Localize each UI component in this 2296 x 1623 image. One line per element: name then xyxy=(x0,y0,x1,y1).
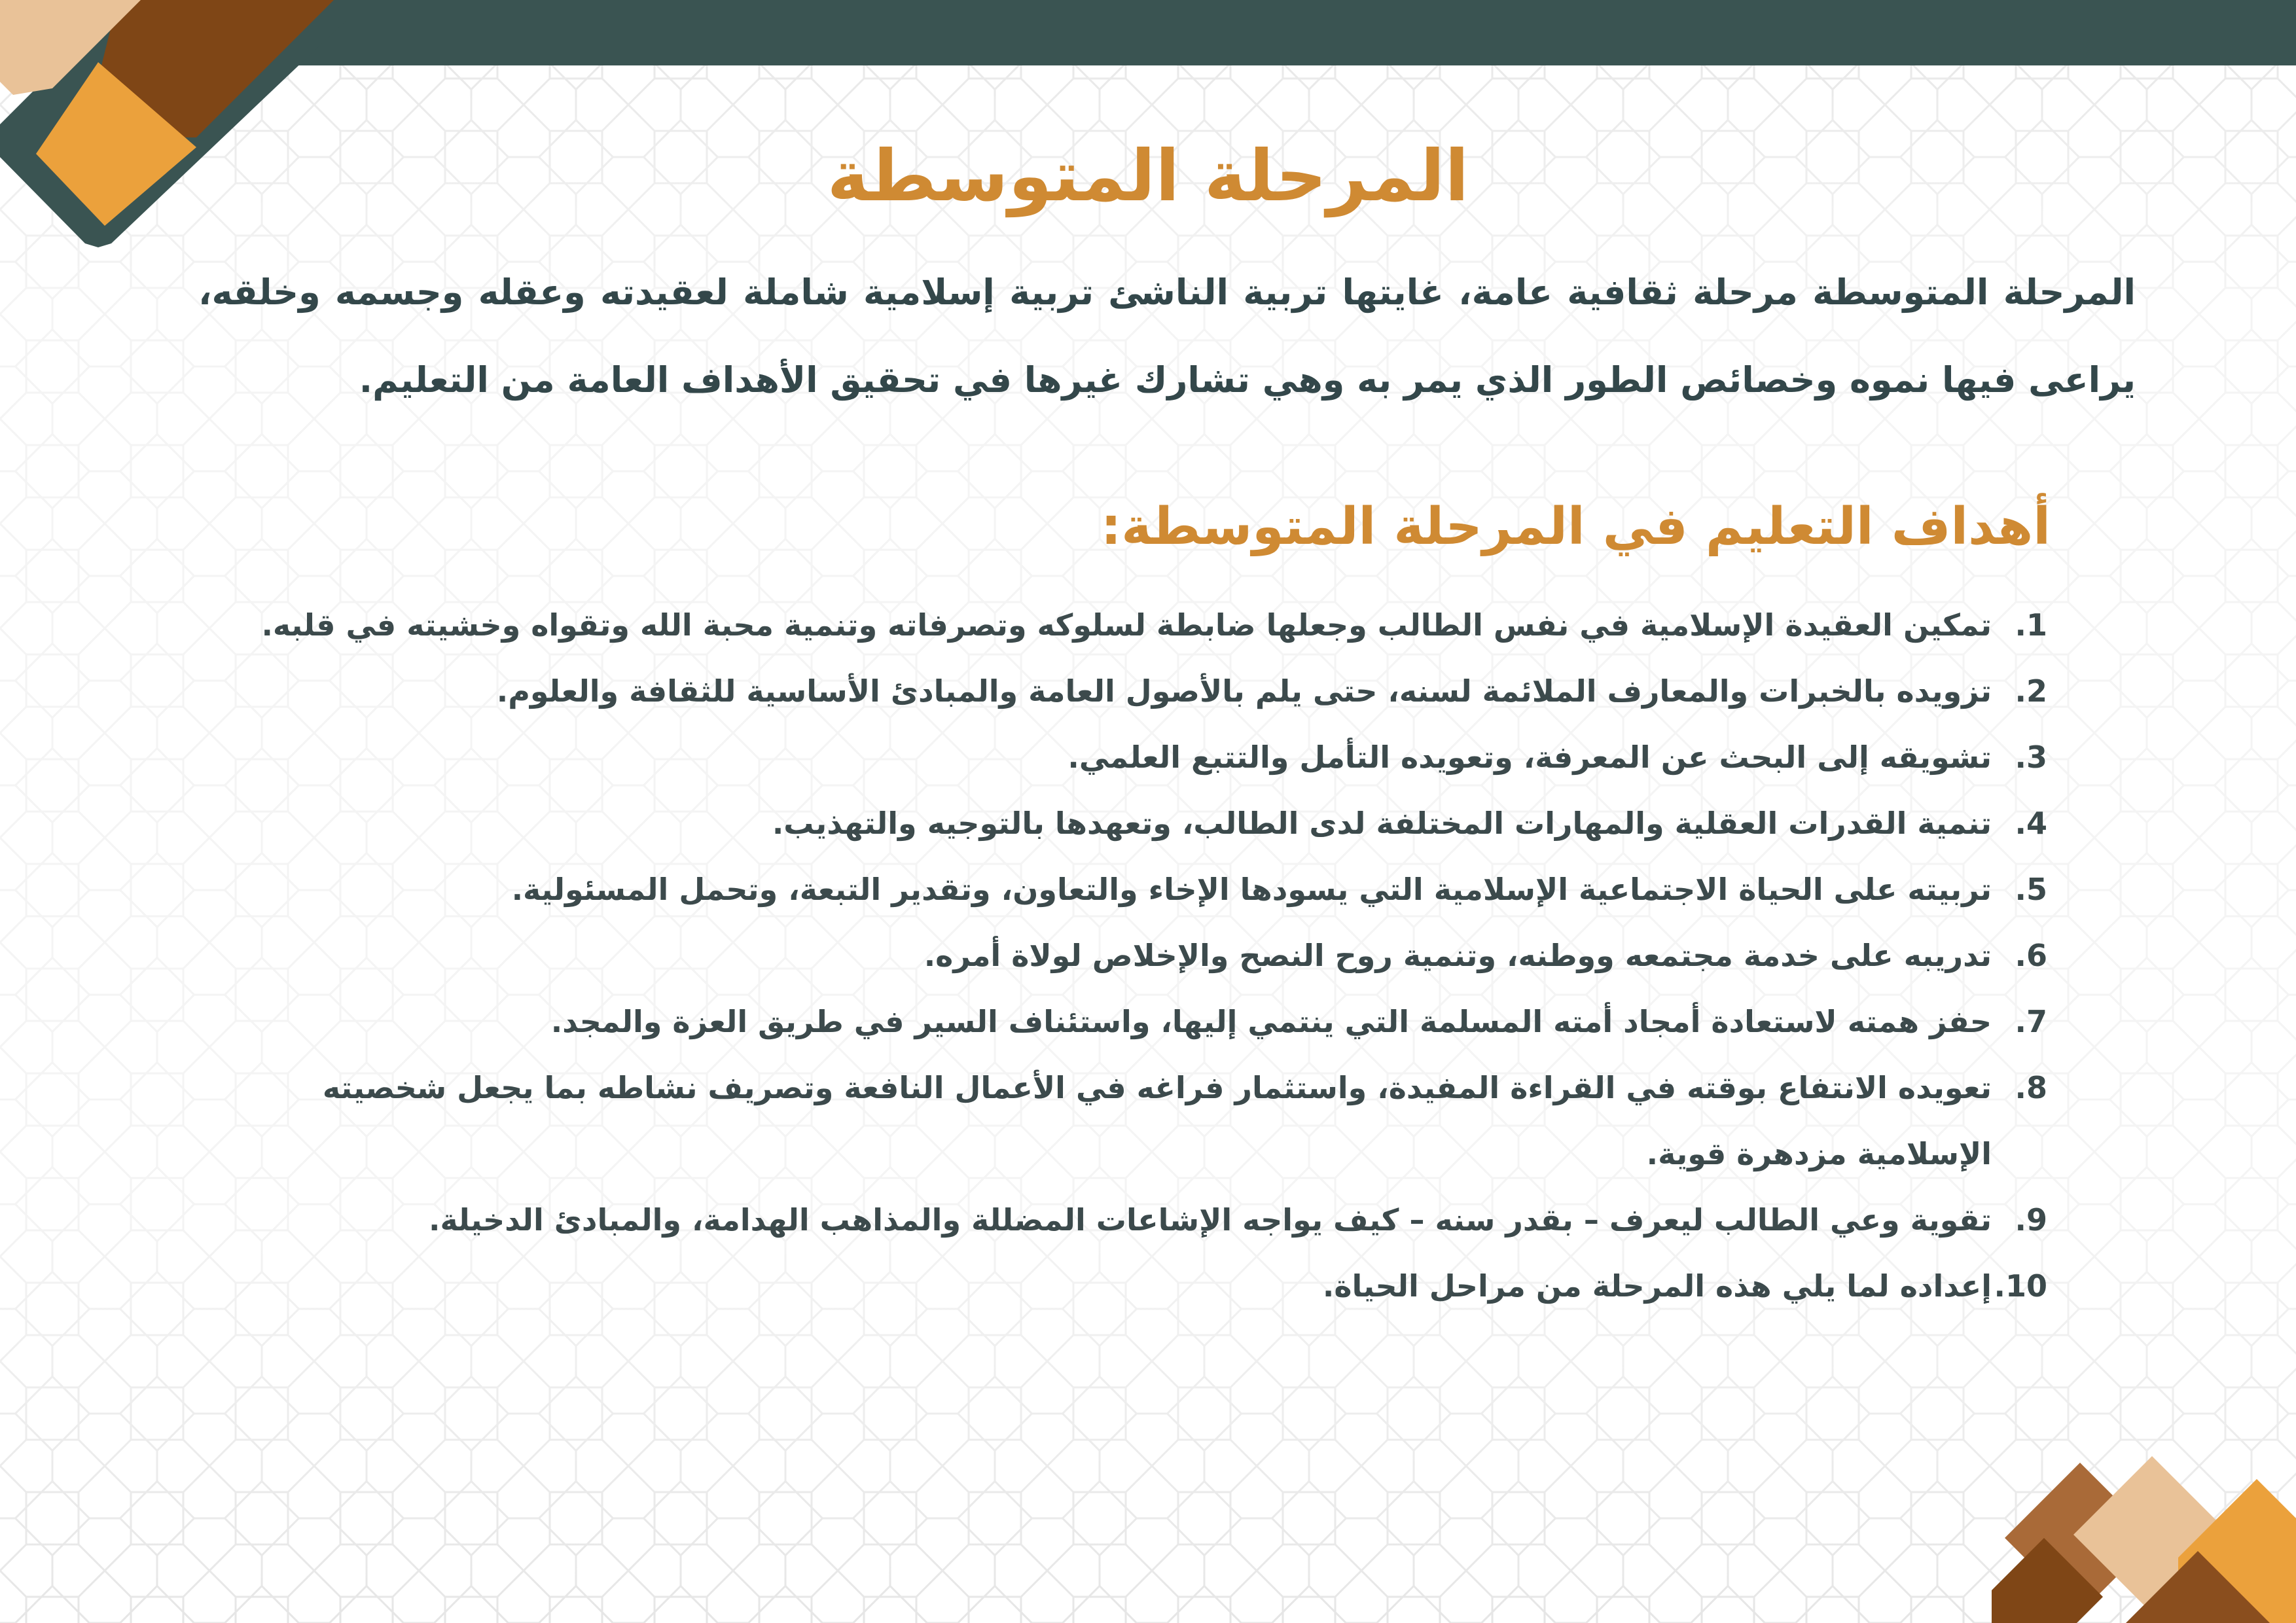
list-item-text: تمكين العقيدة الإسلامية في نفس الطالب وجعلها ضابطة لسلوكه وتصرفاته وتنمية محبة الله وتقواه وخشيته في قلبه. xyxy=(261,607,1992,643)
list-item xyxy=(247,658,2047,724)
list-item-number: 9. xyxy=(2015,1202,2047,1238)
list-item xyxy=(247,1055,2047,1187)
corner-decoration-bottom-right xyxy=(1982,1453,2296,1623)
intro-paragraph: المرحلة المتوسطة مرحلة ثقافية عامة، غايتها تربية الناشئ تربية إسلامية شاملة لعقيدته وعقله وجسمه وخلقه، يراعى فيها نموه وخصائص الطور الذي يمر به وهي تشارك غيرها في تحقيق الأهداف العامة من التعليم. xyxy=(198,272,2136,401)
list-item-number: 7. xyxy=(2015,1004,2047,1039)
list-item-text: تزويده بالخبرات والمعارف الملائمة لسنه، حتى يلم بالأصول العامة والمبادئ الأساسية للثقافة والعلوم. xyxy=(496,673,1992,709)
list-item-number: 3. xyxy=(2015,740,2047,775)
list-item-text: تعويده الانتفاع بوقته في القراءة المفيدة، واستثمار فراغه في الأعمال النافعة وتصريف نشاطه بما يجعل شخصيته الإسلامية مزدهرة قوية. xyxy=(322,1070,1992,1171)
list-item-number: 4. xyxy=(2015,806,2047,841)
goals-heading: أهداف التعليم في المرحلة المتوسطة: xyxy=(1101,497,2051,556)
list-item xyxy=(247,989,2047,1055)
list-item-number: 6. xyxy=(2015,938,2047,973)
page-title: المرحلة المتوسطة xyxy=(827,135,1469,217)
list-item-number: 2. xyxy=(2015,673,2047,709)
list-item xyxy=(247,923,2047,989)
list-item-text: حفز همته لاستعادة أمجاد أمته المسلمة التي ينتمي إليها، واستئناف السير في طريق العزة والمجد. xyxy=(550,1004,1992,1039)
list-item-text: تشويقه إلى البحث عن المعرفة، وتعويده التأمل والتتبع العلمي. xyxy=(1067,740,1992,775)
list-item-text: تقوية وعي الطالب ليعرف – بقدر سنه – كيف يواجه الإشاعات المضللة والمذاهب الهدامة، والمبادئ الدخيلة. xyxy=(429,1202,1992,1238)
list-item-number: 1. xyxy=(2015,607,2047,643)
list-item-number: 5. xyxy=(2015,872,2047,907)
list-item-text: تربيته على الحياة الاجتماعية الإسلامية التي يسودها الإخاء والتعاون، وتقدير التبعة، وتحمل المسئولية. xyxy=(511,872,1992,907)
list-item xyxy=(247,1187,2047,1253)
list-item-number: 8. xyxy=(2015,1070,2047,1105)
list-item xyxy=(247,857,2047,923)
list-item-text: تنمية القدرات العقلية والمهارات المختلفة لدى الطالب، وتعهدها بالتوجيه والتهذيب. xyxy=(772,806,1992,841)
list-item-text: إعداده لما يلي هذه المرحلة من مراحل الحياة. xyxy=(1322,1268,1992,1304)
goals-list xyxy=(247,592,2047,1319)
list-item-text: تدريبه على خدمة مجتمعه ووطنه، وتنمية روح النصح والإخلاص لولاة أمره. xyxy=(924,938,1992,973)
list-item-number: 10. xyxy=(1994,1268,2047,1304)
list-item xyxy=(247,791,2047,857)
list-item xyxy=(247,1253,2047,1319)
list-item xyxy=(247,592,2047,658)
list-item xyxy=(247,724,2047,791)
